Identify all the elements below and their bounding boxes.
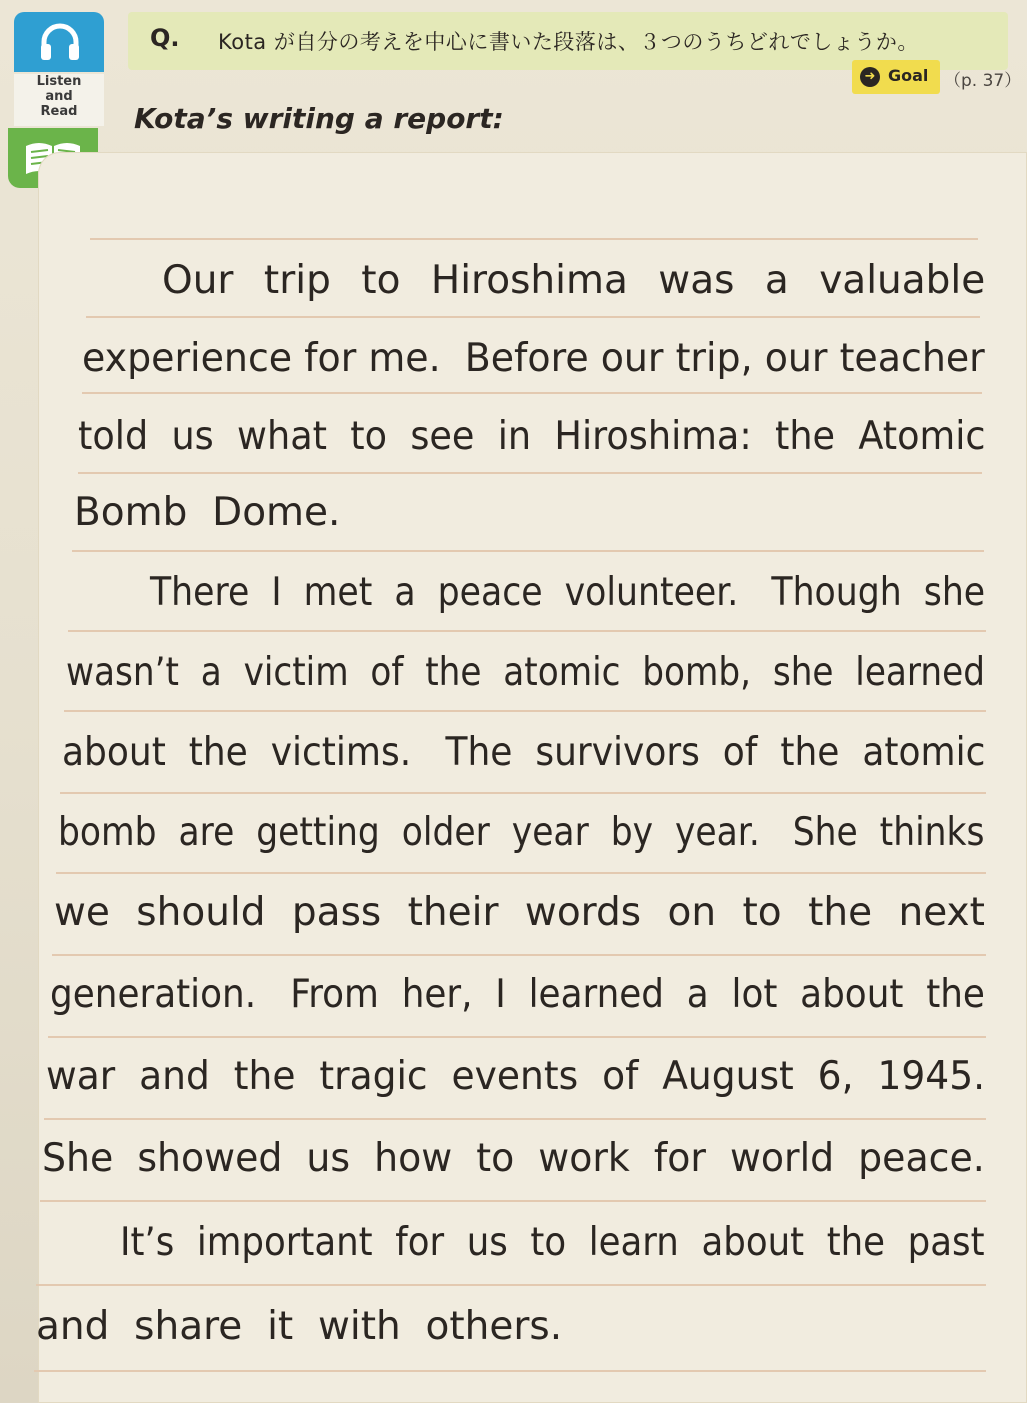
ruled-line: [52, 954, 986, 956]
report-line-14: and share it with others.: [36, 1304, 563, 1349]
report-line-2: experience for me. Before our trip, our teacher: [82, 336, 985, 381]
report-line-8: bomb are getting older year by year. She thinks: [58, 810, 985, 855]
section-heading: Kota’s writing a report:: [134, 102, 504, 135]
report-line-5: There I met a peace volunteer. Though she: [150, 570, 986, 615]
ruled-line: [34, 1370, 986, 1372]
ruled-line: [82, 392, 982, 394]
ruled-line: [64, 710, 986, 712]
listen-and-read-label: [14, 74, 104, 126]
report-line-12: She showed us how to work for world peace.: [42, 1136, 985, 1181]
ruled-line: [86, 316, 980, 318]
headphones-icon: [38, 20, 82, 64]
goal-badge: [852, 60, 940, 94]
ruled-line: [72, 550, 984, 552]
listen-tab: [14, 12, 104, 72]
ruled-line: [78, 472, 982, 474]
ruled-line: [48, 1036, 986, 1038]
question-text: Kota が自分の考えを中心に書いた段落は、３つのうちどれでしょうか。: [218, 30, 919, 54]
report-line-3: told us what to see in Hiroshima: the Atomic: [78, 414, 986, 459]
report-line-1: Our trip to Hiroshima was a valuable: [162, 258, 986, 303]
side-label-and: and: [45, 89, 73, 104]
report-line-4: Bomb Dome.: [74, 490, 341, 535]
side-label-read: Read: [40, 104, 78, 119]
arrow-right-icon: ➜: [860, 67, 880, 87]
ruled-line: [36, 1284, 986, 1286]
ruled-line: [56, 872, 986, 874]
report-line-11: war and the tragic events of August 6, 1945.: [46, 1054, 986, 1099]
ruled-line: [60, 792, 986, 794]
report-line-10: generation. From her, I learned a lot about the: [50, 972, 985, 1017]
report-line-13: It’s important for us to learn about the past: [120, 1220, 985, 1265]
report-line-7: about the victims. The survivors of the atomic: [62, 730, 986, 775]
goal-label: Goal: [888, 66, 929, 85]
side-label-listen: Listen: [36, 74, 82, 89]
report-line-6: wasn’t a victim of the atomic bomb, she learned: [66, 650, 985, 695]
ruled-line: [40, 1200, 986, 1202]
goal-page-reference: （p. 37）: [944, 71, 1022, 91]
ruled-line: [44, 1118, 986, 1120]
ruled-line: [68, 630, 986, 632]
question-label: Q.: [150, 24, 180, 52]
report-line-9: we should pass their words on to the next: [54, 890, 985, 935]
ruled-line: [90, 238, 978, 240]
